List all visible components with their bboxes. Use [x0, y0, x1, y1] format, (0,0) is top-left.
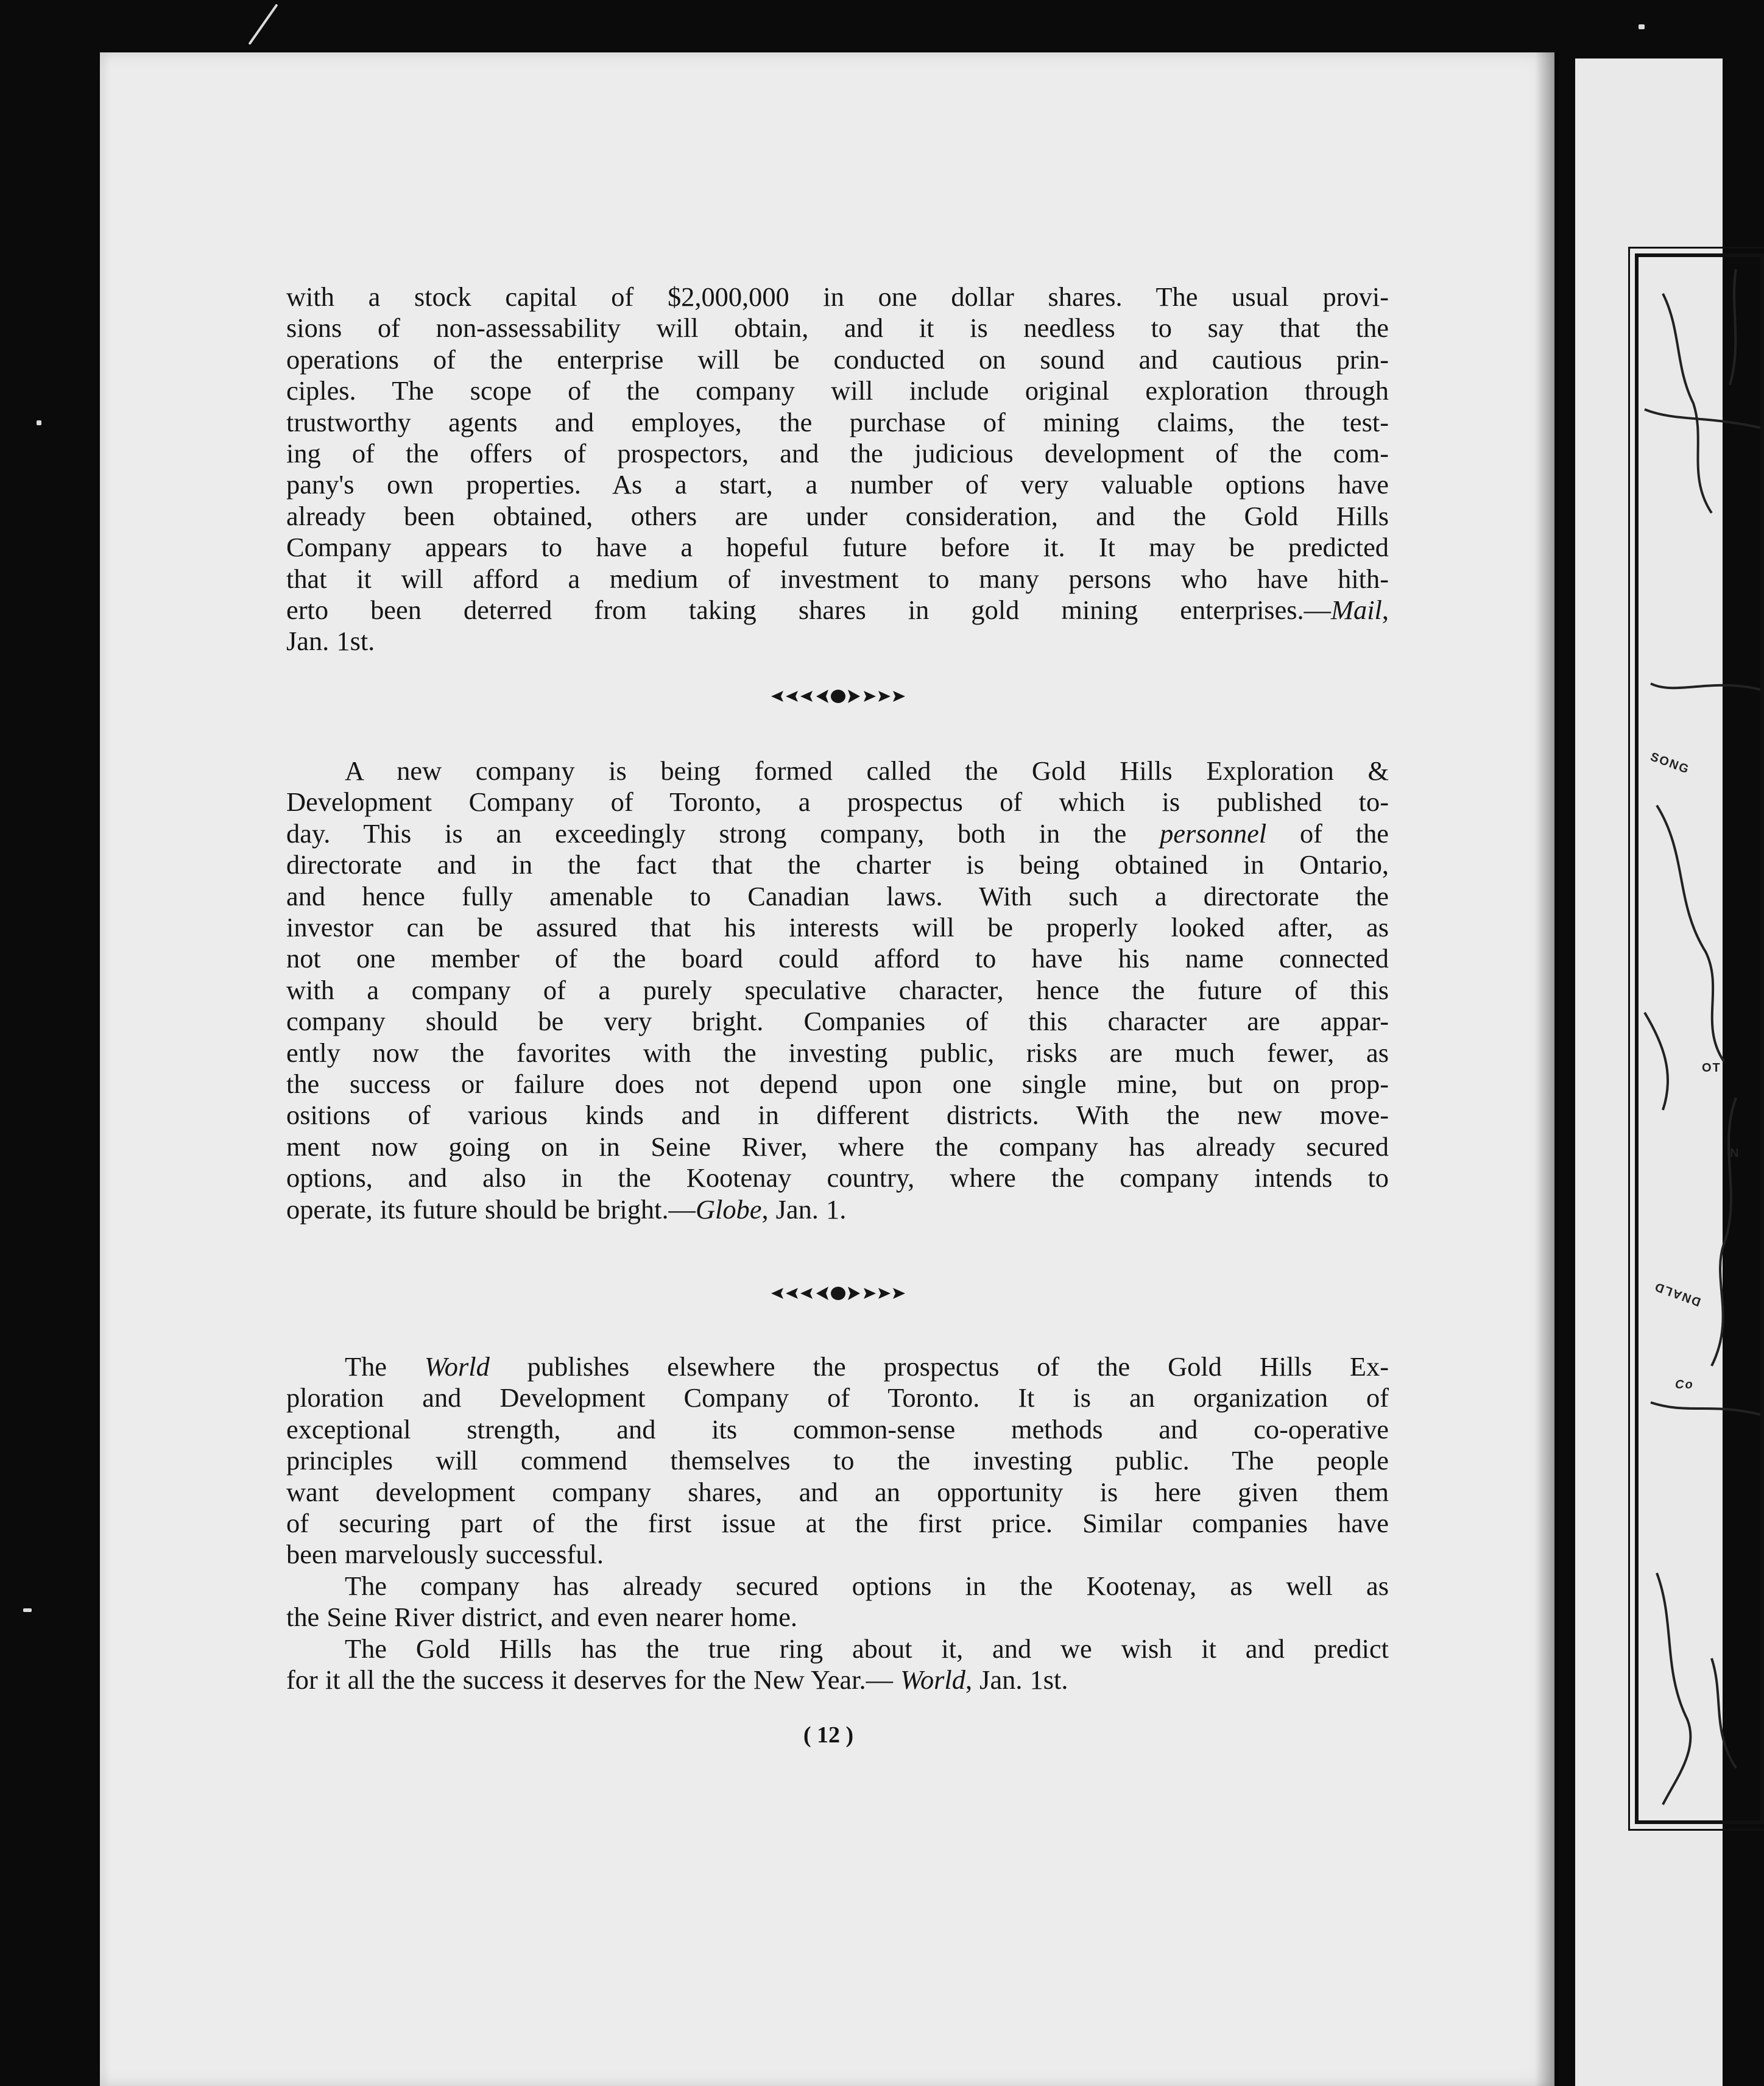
source-mail: Mail: [1331, 595, 1382, 626]
text-line: with a company of a purely speculative character, hence the future of this: [286, 974, 1389, 1005]
text-line: and hence fully amenable to Canadian laws. With such a directorate the: [286, 880, 1389, 911]
article-world: [286, 1351, 1389, 1695]
text-fragment: publishes elsewhere the prospectus of the Gold Hills Ex-: [489, 1351, 1389, 1382]
text-line: the Seine River district, and even nearer home.: [286, 1602, 798, 1633]
text-line: [286, 1194, 1389, 1225]
section-divider-ornament: [767, 1284, 909, 1303]
text-line: ment now going on in Seine River, where the company has already secured: [286, 1131, 1389, 1162]
text-line: investor can be assured that his interests will be properly looked after, as: [286, 912, 1389, 943]
map-frame: [1635, 253, 1764, 1824]
text-line: Development Company of Toronto, a prospectus of which is published to-: [286, 787, 1389, 818]
text-line: [286, 1664, 1389, 1695]
text-line: already been obtained, others are under consideration, and the Gold Hills: [286, 500, 1389, 531]
text-line: not one member of the board could afford to have his name connected: [286, 943, 1389, 974]
text-line: options, and also in the Kootenay country, where the company intends to: [286, 1162, 1389, 1193]
right-page: [1575, 58, 1740, 2086]
text-line: want development company shares, and an opportunity is here given them: [286, 1476, 1389, 1507]
text-fragment: , Jan. 1st.: [965, 1664, 1068, 1695]
text-fragment: day. This is an exceedingly strong company, both in the: [286, 818, 1160, 849]
text-line: exceptional strength, and its common-sense methods and co-operative: [286, 1413, 1389, 1444]
text-fragment: erto been deterred from taking shares in gold mining enterprises.—: [286, 595, 1332, 626]
source-globe: Globe: [695, 1193, 762, 1225]
text-line: company should be very bright. Companies of this character are appar-: [286, 1006, 1389, 1037]
text-line: [286, 818, 1389, 849]
map-label: N: [1730, 1147, 1740, 1160]
text-line: Jan. 1st.: [286, 626, 375, 657]
italic-term: personnel: [1160, 818, 1267, 849]
text-line: [286, 1351, 1389, 1382]
text-line: The Gold Hills has the true ring about it, and we wish it and predict: [345, 1633, 1389, 1664]
text-line: of securing part of the first issue at the first price. Similar companies have: [286, 1508, 1389, 1539]
page-gutter: [1535, 52, 1559, 2086]
text-line: with a stock capital of $2,000,000 in one dollar shares. The usual provi-: [286, 281, 1389, 312]
text-fragment: operate, its future should be bright.—: [286, 1193, 696, 1225]
map-linework: [1639, 257, 1760, 1820]
text-line: ciples. The scope of the company will include original exploration through: [286, 375, 1389, 406]
text-fragment: of the: [1266, 818, 1389, 849]
text-line: the success or failure does not depend upon one single mine, but on prop-: [286, 1069, 1389, 1100]
scan-speck: [248, 4, 278, 45]
text-line: pany's own properties. As a start, a number of very valuable options have: [286, 469, 1389, 500]
text-fragment: , Jan. 1.: [761, 1193, 847, 1225]
scan-speck: [1639, 24, 1645, 29]
text-line: principles will commend themselves to the investing public. The people: [286, 1445, 1389, 1476]
page-number: ( 12 ): [803, 1722, 854, 1748]
text-line: The company has already secured options in the Kootenay, as well as: [345, 1570, 1389, 1601]
text-line: ploration and Development Company of Toronto. It is an organization of: [286, 1382, 1389, 1413]
source-world: World: [424, 1351, 490, 1382]
text-line: trustworthy agents and employes, the purchase of mining claims, the test-: [286, 406, 1389, 437]
text-fragment: The: [345, 1351, 425, 1382]
text-line: ently now the favorites with the investing public, risks are much fewer, as: [286, 1037, 1389, 1068]
map-label: DNALD: [1652, 1279, 1703, 1309]
text-line: ing of the offers of prospectors, and the judicious development of the com-: [286, 438, 1389, 469]
map-label: OT: [1702, 1061, 1721, 1075]
map-label: Co: [1675, 1378, 1694, 1391]
scan-speck: [23, 1608, 32, 1612]
article-globe: [286, 755, 1389, 1225]
source-world: World: [900, 1664, 965, 1695]
text-line: ositions of various kinds and in different districts. With the new move-: [286, 1100, 1389, 1131]
section-divider-ornament: [767, 687, 909, 705]
text-line: operations of the enterprise will be conducted on sound and cautious prin-: [286, 344, 1389, 375]
text-line: sions of non-assessability will obtain, and it is needless to say that the: [286, 313, 1389, 344]
text-line: A new company is being formed called the Gold Hills Exploration &: [345, 755, 1389, 786]
text-line: directorate and in the fact that the charter is being obtained in Ontario,: [286, 849, 1389, 880]
text-line: been marvelously successful.: [286, 1539, 604, 1570]
text-line: erto been deterred from taking shares in gold mining enterprises.—Mail,: [286, 595, 1389, 626]
scan-speck: [37, 420, 41, 425]
text-line: Company appears to have a hopeful future before it. It may be predicted: [286, 532, 1389, 563]
text-line: that it will afford a medium of investment to many persons who have hith-: [286, 563, 1389, 594]
article-mail: [286, 281, 1389, 657]
text-fragment: for it all the the success it deserves for the New Year.—: [286, 1664, 901, 1695]
map-label: SONG: [1648, 750, 1692, 777]
